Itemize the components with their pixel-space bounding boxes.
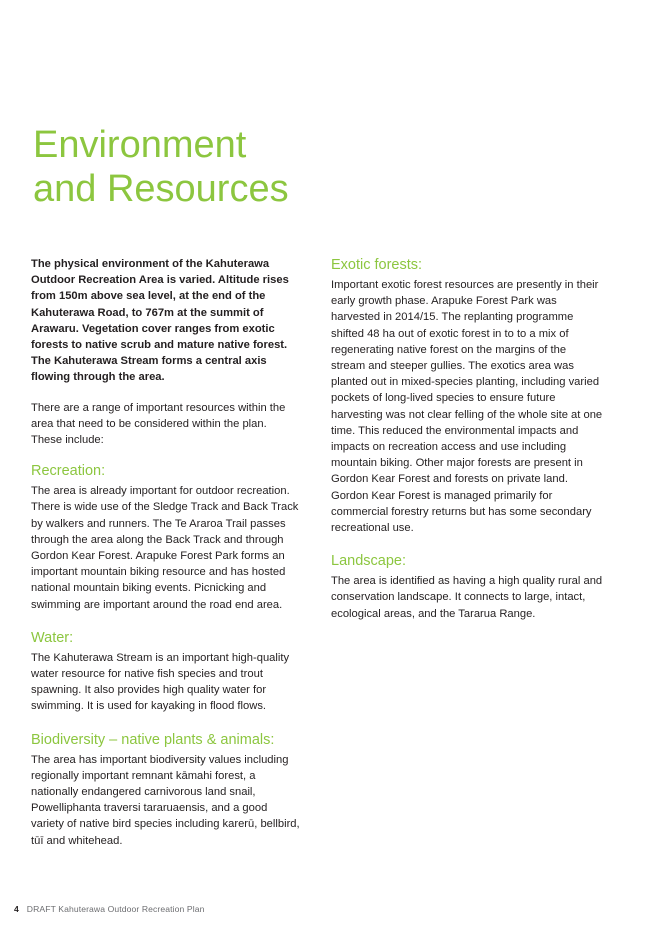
section-water [31,629,300,715]
section-recreation-body: The area is already important for outdoor recreation. There is wide use of the Sledge Track and Back Track by walkers and runners. The Te Araroa Trail passes through the area along the Back Track and through Gordon Kear Forest. Arapuke Forest Park forms an important mountain biking resource and has hosted national mountain biking events. Picnicking and swimming are important around the road end area. [31,485,299,611]
section-landscape-body: The area is identified as having a high quality rural and conservation landscape. It connects to large, intact, ecological areas, and the Tararua Range. [331,575,603,620]
section-exotic-forests-body: Important exotic forest resources are presently in their early growth phase. Arapuke Forest Park was harvested in 2014/15. The replanting programme shifted 48 ha out of exotic forest in to to a mix of regenerating native forest on the margins of the stream and steeper gullies. The exotics area was planted out in mixed-species planting, including varied pockets of long-lived species to ensure future harvesting was not clear felling of the whole site at one time. This reduced the environmental impacts and impacts on recreation access and use including mountain biking. Other major forests are present in Gordon Kear Forest and forests on private land. Gordon Kear Forest is managed primarily for commercial forestry returns but has some secondary recreational use. [331,279,603,535]
page-footer [14,904,205,914]
section-exotic-forests [331,256,603,536]
right-column [331,256,603,638]
section-biodiversity-heading: Biodiversity – native plants & animals: [31,731,275,748]
section-landscape [331,552,603,622]
page-title-line-1: Environment [33,124,247,167]
footer-page-number: 4 [14,904,19,914]
page-title-line-2: and Resources [33,168,289,211]
section-exotic-forests-heading: Exotic forests: [331,257,423,273]
section-recreation [31,462,300,613]
section-recreation-heading: Recreation: [31,463,106,480]
page-title [33,123,453,211]
intro-paragraph-second: There are a range of important resources within the area that need to be considered within the plan. These include: [31,401,286,447]
left-column [31,256,300,865]
section-biodiversity-body: The area has important biodiversity values including regionally important remnant kāmahi forest, a nationally endangered carnivorous land snail, Powelliphanta traversi tararuaensis, and a good variety of native bird species including karerū, bellbird, tūī and whitehead. [31,753,300,847]
section-landscape-heading: Landscape: [331,553,406,570]
section-water-heading: Water: [31,629,74,646]
footer-document-label: DRAFT Kahuterawa Outdoor Recreation Plan [26,904,205,914]
section-water-body: The Kahuterawa Stream is an important high-quality water resource for native fish species and trout spawning. It also provides high quality water for swimming. It is used for kayaking in flood flows. [31,651,290,713]
intro-paragraph-bold: The physical environment of the Kahuterawa Outdoor Recreation Area is varied. Altitude rises from 150m above sea level, at the end of the Kahuterawa Road, to 767m at the summit of Arawaru. Vegetation cover ranges from exotic forests to native scrub and mature native forest. The Kahuterawa Stream forms a central axis flowing through the area. [31,258,289,384]
section-biodiversity [31,731,300,849]
